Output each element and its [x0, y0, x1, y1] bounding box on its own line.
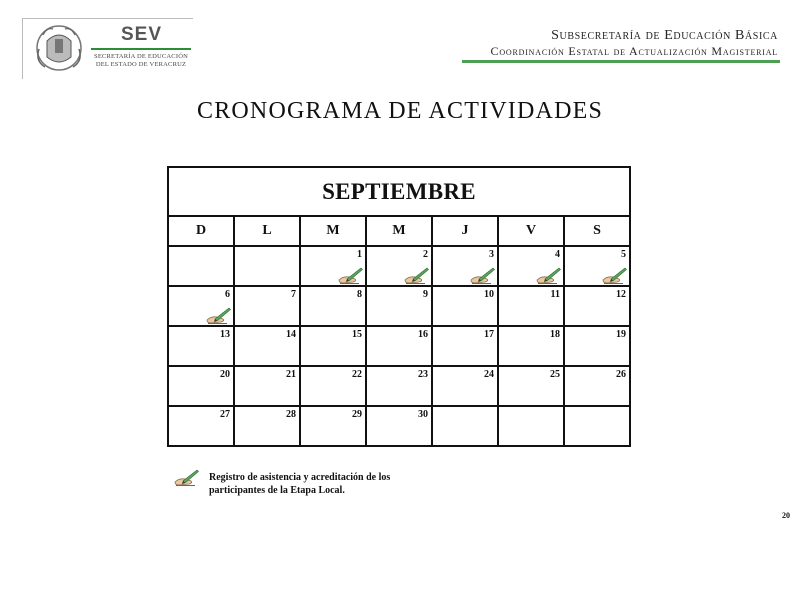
day-number: 25 [550, 369, 560, 380]
day-cell [432, 286, 498, 326]
day-number: 8 [357, 289, 362, 300]
day-cell [300, 286, 366, 326]
day-number: 13 [220, 329, 230, 340]
day-cell [498, 406, 564, 446]
day-number: 5 [621, 249, 626, 260]
weekday-header: M [300, 216, 366, 246]
hand-writing-pen-icon [601, 266, 627, 284]
day-cell [498, 366, 564, 406]
day-number: 22 [352, 369, 362, 380]
day-cell [300, 326, 366, 366]
org-acronym: SEV [121, 24, 163, 45]
day-number: 26 [616, 369, 626, 380]
weekday-header: D [168, 216, 234, 246]
day-cell [168, 326, 234, 366]
hand-writing-pen-icon [205, 306, 231, 324]
day-cell [168, 406, 234, 446]
weekday-header: S [564, 216, 630, 246]
hand-writing-pen-icon [469, 266, 495, 284]
day-cell [432, 246, 498, 286]
day-number: 23 [418, 369, 428, 380]
state-seal-icon [33, 21, 85, 75]
day-cell [300, 406, 366, 446]
legend-text [209, 471, 390, 497]
day-cell [432, 366, 498, 406]
day-cell [498, 246, 564, 286]
day-number: 21 [286, 369, 296, 380]
calendar-week-row [168, 246, 630, 286]
day-number: 27 [220, 409, 230, 420]
day-number: 24 [484, 369, 494, 380]
day-number: 1 [357, 249, 362, 260]
day-cell [366, 406, 432, 446]
day-number: 18 [550, 329, 560, 340]
day-cell [234, 366, 300, 406]
day-number: 12 [616, 289, 626, 300]
sev-logo [22, 18, 193, 79]
day-cell [168, 286, 234, 326]
weekday-header-row [168, 216, 630, 246]
day-cell [366, 366, 432, 406]
day-cell [564, 246, 630, 286]
calendar-week-row [168, 406, 630, 446]
calendar-week-row [168, 366, 630, 406]
header-subsecretaria: Subsecretaría de Educación Básica [551, 28, 778, 43]
day-cell [168, 366, 234, 406]
hand-writing-pen-icon [403, 266, 429, 284]
day-cell [564, 326, 630, 366]
month-title: SEPTIEMBRE [168, 167, 630, 216]
day-number: 2 [423, 249, 428, 260]
day-number: 20 [220, 369, 230, 380]
weekday-header: L [234, 216, 300, 246]
day-number: 16 [418, 329, 428, 340]
calendar-table [167, 166, 631, 447]
day-cell [234, 326, 300, 366]
header-divider [462, 60, 780, 63]
weekday-header: V [498, 216, 564, 246]
day-number: 9 [423, 289, 428, 300]
logo-divider [91, 48, 191, 50]
day-number: 6 [225, 289, 230, 300]
day-cell [564, 286, 630, 326]
day-cell [432, 406, 498, 446]
day-number: 19 [616, 329, 626, 340]
legend-line2: participantes de la Etapa Local. [209, 485, 345, 496]
weekday-header: J [432, 216, 498, 246]
day-cell [168, 246, 234, 286]
hand-writing-pen-icon [173, 468, 199, 486]
hand-writing-pen-icon [535, 266, 561, 284]
day-cell [564, 366, 630, 406]
day-cell [300, 246, 366, 286]
day-cell [234, 406, 300, 446]
day-number: 17 [484, 329, 494, 340]
day-number: 11 [550, 289, 560, 300]
weekday-header: M [366, 216, 432, 246]
day-number: 7 [291, 289, 296, 300]
day-number: 4 [555, 249, 560, 260]
day-cell [432, 326, 498, 366]
day-cell [366, 326, 432, 366]
day-number: 10 [484, 289, 494, 300]
day-number: 30 [418, 409, 428, 420]
legend-line1: Registro de asistencia y acreditación de los [209, 472, 391, 483]
day-number: 3 [489, 249, 494, 260]
day-cell [366, 246, 432, 286]
page-number: 20 [782, 511, 790, 520]
day-number: 28 [286, 409, 296, 420]
calendar-week-row [168, 286, 630, 326]
day-cell [498, 286, 564, 326]
day-number: 29 [352, 409, 362, 420]
org-name-line2: DEL ESTADO DE VERACRUZ [95, 61, 187, 68]
hand-writing-pen-icon [337, 266, 363, 284]
org-name-line1: SECRETARÍA DE EDUCACIÓN [94, 53, 188, 60]
day-cell [564, 406, 630, 446]
day-cell [234, 286, 300, 326]
calendar-week-row [168, 326, 630, 366]
day-cell [498, 326, 564, 366]
day-cell [366, 286, 432, 326]
day-cell [300, 366, 366, 406]
day-number: 15 [352, 329, 362, 340]
day-cell [234, 246, 300, 286]
day-number: 14 [286, 329, 296, 340]
calendar-weeks [168, 246, 630, 446]
header-coordinacion: Coordinación Estatal de Actualización Magisterial [490, 44, 778, 58]
page-title: CRONOGRAMA DE ACTIVIDADES [196, 98, 604, 124]
